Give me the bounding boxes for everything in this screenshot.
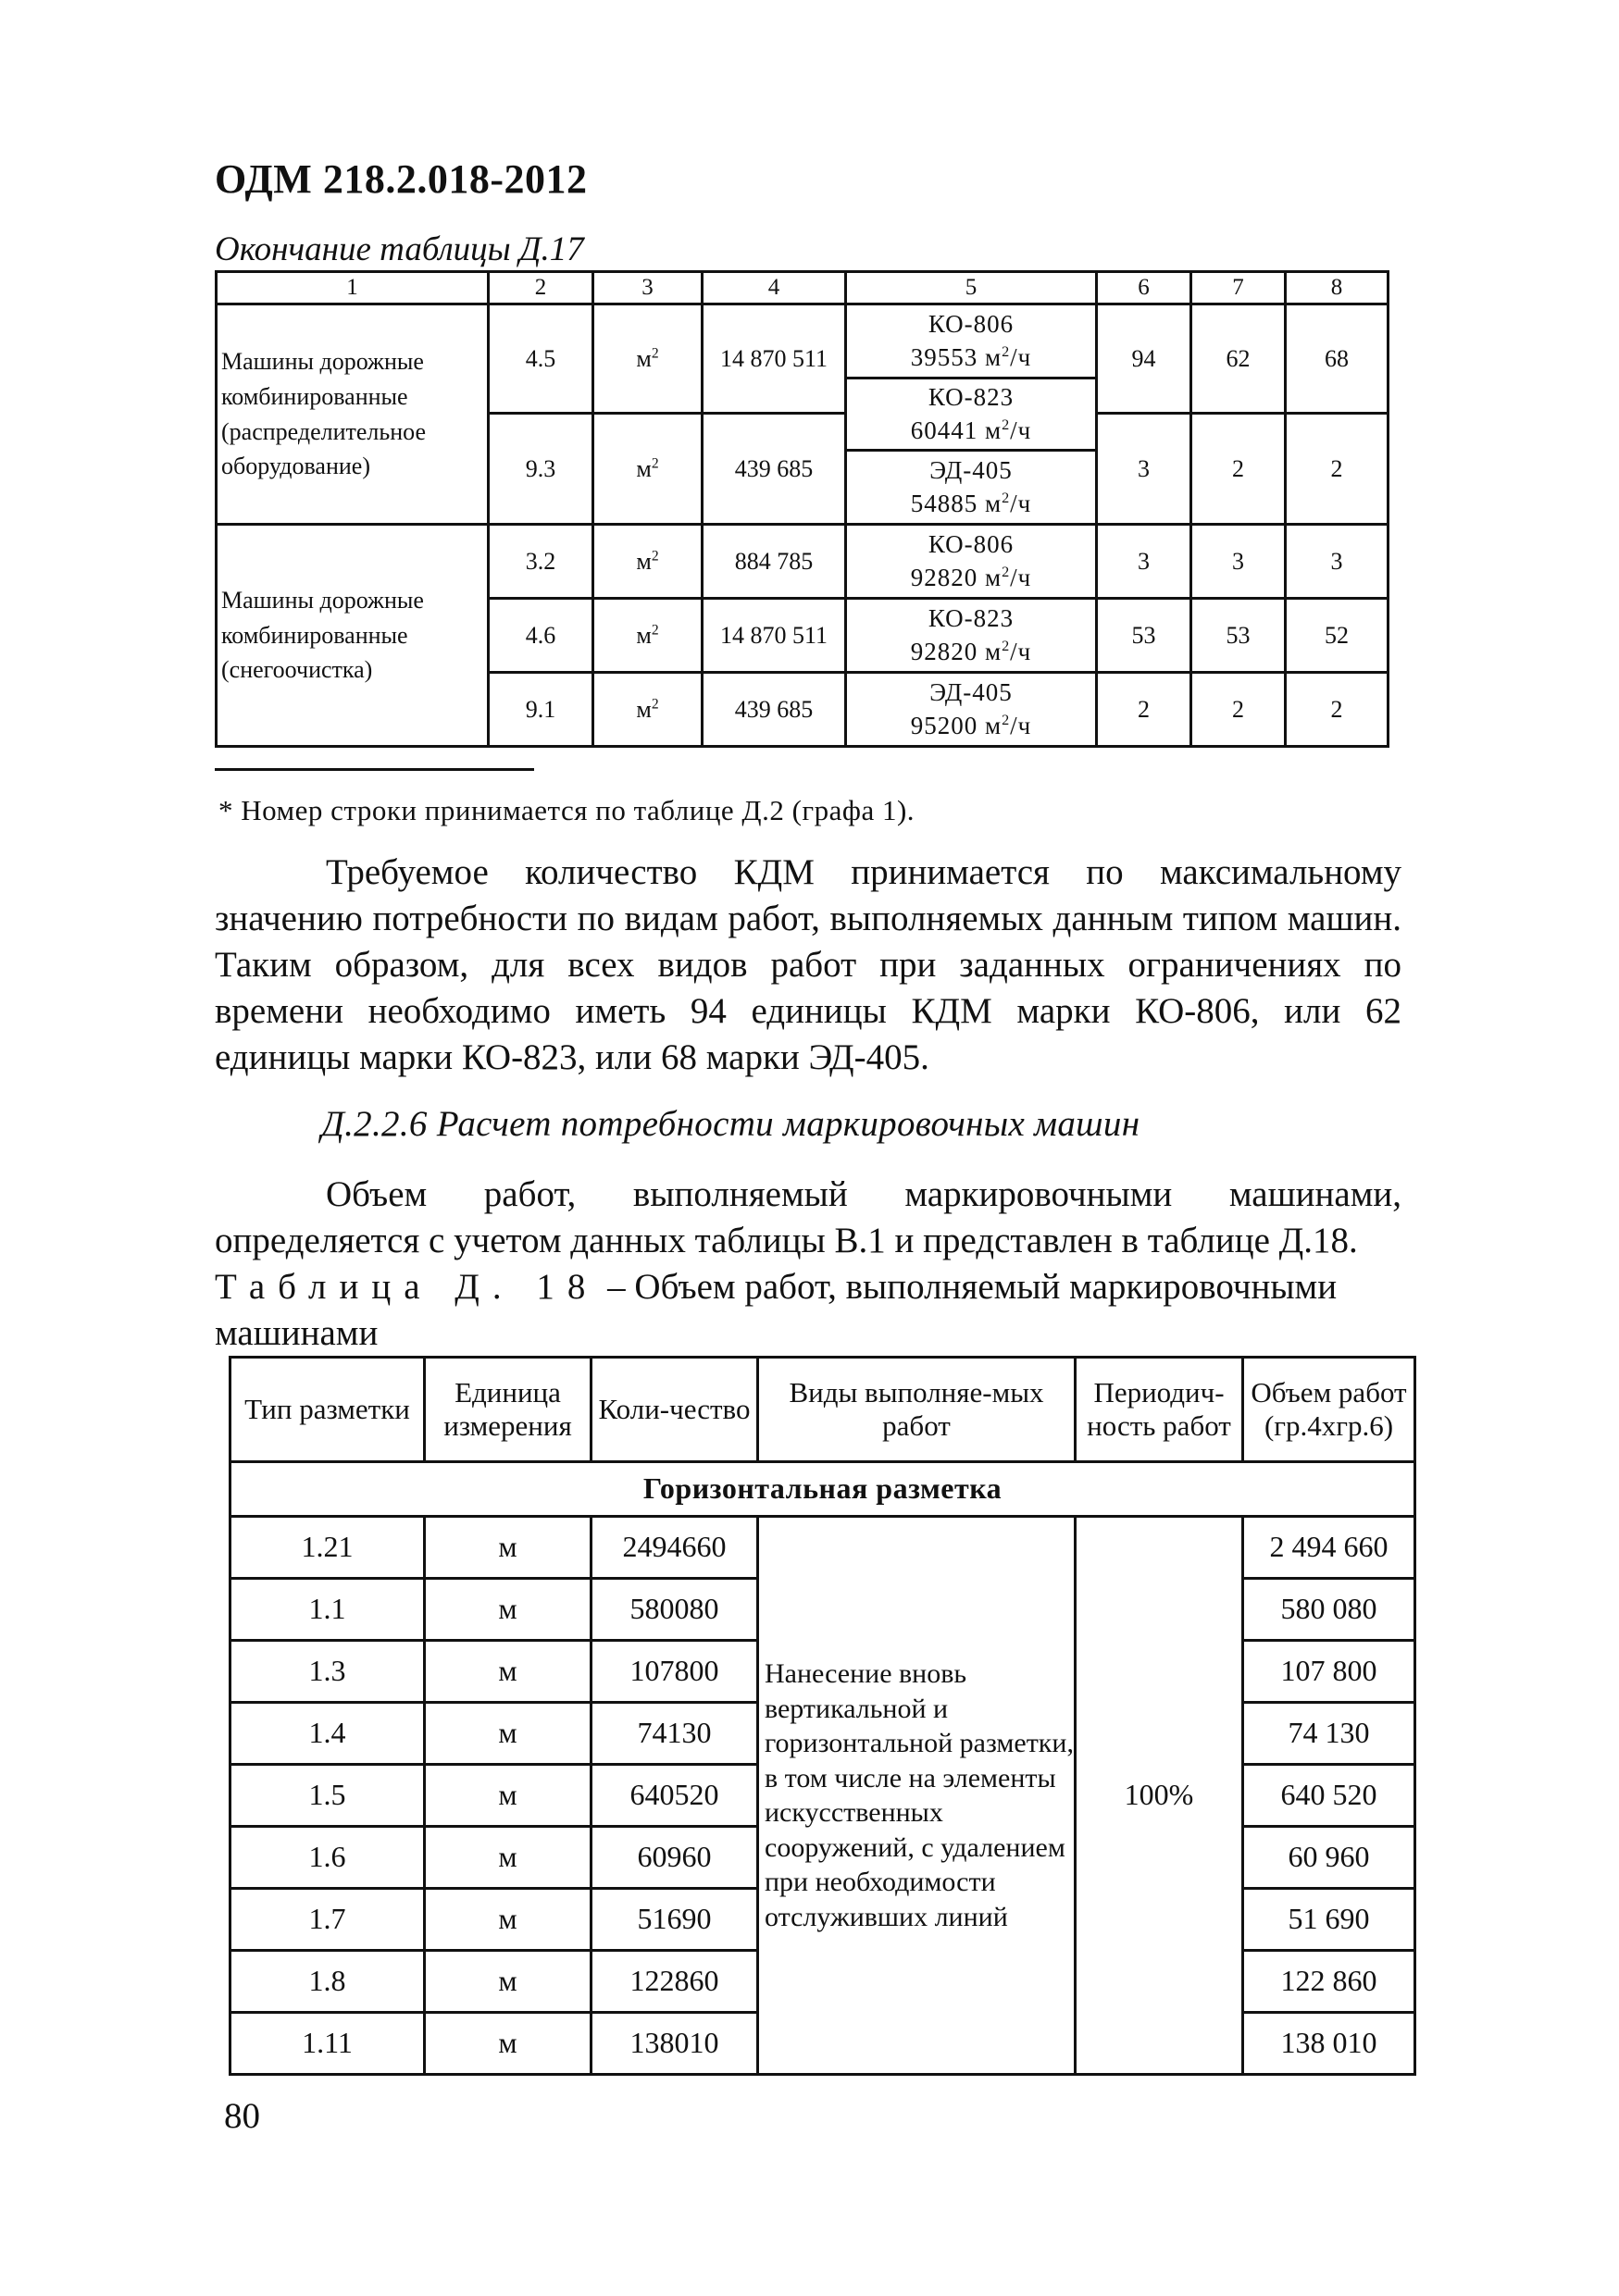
unit: $м^2$ xyxy=(593,525,703,599)
col8-value: 3 xyxy=(1286,525,1389,599)
group-description: Машины дорожные комбинированные (распределительное оборудование) xyxy=(217,304,489,525)
col7-value: 3 xyxy=(1191,525,1286,599)
col-header: 3 xyxy=(593,272,703,304)
col8-value: 68 xyxy=(1286,304,1389,414)
col-header: 1 xyxy=(217,272,489,304)
amount: 884 785 xyxy=(703,525,846,599)
table-17-caption: Окончание таблицы Д.17 xyxy=(215,230,584,268)
table-row xyxy=(217,525,1389,599)
quantity: 51690 xyxy=(592,1889,758,1951)
col-header-quantity: Коли-чество xyxy=(592,1358,758,1462)
table-d17 xyxy=(215,270,1389,748)
marking-type: 1.11 xyxy=(230,2013,425,2075)
marking-type: 1.7 xyxy=(230,1889,425,1951)
col-header-periodicity: Периодич-ность работ xyxy=(1076,1358,1243,1462)
marking-type: 1.21 xyxy=(230,1517,425,1579)
col8-value: 2 xyxy=(1286,414,1389,525)
machine-cell: ЭД-405 54885 $м^2/ч$ xyxy=(846,451,1097,525)
machine-cell: КО-823 60441 $м^2/ч$ xyxy=(846,379,1097,451)
col8-value: 52 xyxy=(1286,599,1389,673)
group-row xyxy=(230,1462,1415,1517)
marking-type: 1.4 xyxy=(230,1703,425,1765)
col-header: 7 xyxy=(1191,272,1286,304)
col6-value: 3 xyxy=(1097,414,1191,525)
marking-type: 1.3 xyxy=(230,1641,425,1703)
col7-value: 2 xyxy=(1191,414,1286,525)
volume: 138 010 xyxy=(1243,2013,1415,2075)
row-number: 9.3 xyxy=(489,414,593,525)
unit: м xyxy=(425,1703,592,1765)
table-18-caption: Таблица Д. 18 – Объем работ, выполняемый маркировочными машинами xyxy=(215,1267,1338,1353)
col6-value: 94 xyxy=(1097,304,1191,414)
col6-value: 3 xyxy=(1097,525,1191,599)
quantity: 2494660 xyxy=(592,1517,758,1579)
unit: м xyxy=(425,1517,592,1579)
volume: 74 130 xyxy=(1243,1703,1415,1765)
amount: 439 685 xyxy=(703,673,846,747)
row-number: 3.2 xyxy=(489,525,593,599)
unit: м xyxy=(425,1641,592,1703)
amount: 14 870 511 xyxy=(703,599,846,673)
quantity: 74130 xyxy=(592,1703,758,1765)
volume: 107 800 xyxy=(1243,1641,1415,1703)
col-header-unit: Единица измерения xyxy=(425,1358,592,1462)
row-number: 9.1 xyxy=(489,673,593,747)
table-row xyxy=(230,1517,1415,1579)
section-heading: Д.2.2.6 Расчет потребности маркировочных машин xyxy=(321,1104,1140,1144)
machine-cell: КО-806 39553 $м^2/ч$ xyxy=(846,304,1097,379)
machine-cell: КО-806 92820 $м^2/ч$ xyxy=(846,525,1097,599)
unit: м xyxy=(425,1889,592,1951)
col-header: 8 xyxy=(1286,272,1389,304)
footnote-divider xyxy=(215,768,534,771)
table-header-row xyxy=(217,272,1389,304)
table-header-row xyxy=(230,1358,1415,1462)
unit: м xyxy=(425,1827,592,1889)
work-type: Нанесение вновь вертикальной и горизонтальной разметки, в том числе на элементы искусственных сооружений, с удалением при необходимости отслуживших линий xyxy=(758,1517,1076,2075)
document-code: ОДМ 218.2.018-2012 xyxy=(215,156,588,202)
periodicity: 100% xyxy=(1076,1517,1243,2075)
col7-value: 2 xyxy=(1191,673,1286,747)
col-header: 5 xyxy=(846,272,1097,304)
machine-cell: ЭД-405 95200 $м^2/ч$ xyxy=(846,673,1097,747)
col7-value: 62 xyxy=(1191,304,1286,414)
group-description: Машины дорожные комбинированные (снегоочистка) xyxy=(217,525,489,747)
volume: 580 080 xyxy=(1243,1579,1415,1641)
quantity: 640520 xyxy=(592,1765,758,1827)
unit: $м^2$ xyxy=(593,599,703,673)
quantity: 107800 xyxy=(592,1641,758,1703)
row-number: 4.6 xyxy=(489,599,593,673)
col-header-type: Тип разметки xyxy=(230,1358,425,1462)
col6-value: 2 xyxy=(1097,673,1191,747)
marking-type: 1.5 xyxy=(230,1765,425,1827)
row-number: 4.5 xyxy=(489,304,593,414)
footnote: * Номер строки принимается по таблице Д.2 (графа 1). xyxy=(218,794,915,826)
col6-value: 53 xyxy=(1097,599,1191,673)
quantity: 122860 xyxy=(592,1951,758,2013)
volume: 122 860 xyxy=(1243,1951,1415,2013)
amount: 14 870 511 xyxy=(703,304,846,414)
unit: м xyxy=(425,1765,592,1827)
col-header-volume: Объем работ (гр.4хгр.6) xyxy=(1243,1358,1415,1462)
volume: 2 494 660 xyxy=(1243,1517,1415,1579)
quantity: 580080 xyxy=(592,1579,758,1641)
table-d18 xyxy=(229,1356,1416,2076)
marking-type: 1.6 xyxy=(230,1827,425,1889)
machine-cell: КО-823 92820 $м^2/ч$ xyxy=(846,599,1097,673)
table-row xyxy=(217,304,1389,379)
col-header: 6 xyxy=(1097,272,1191,304)
col-header-work-type: Виды выполняе-мых работ xyxy=(758,1358,1076,1462)
paragraph-kdm-requirement: Требуемое количество КДМ принимается по максимальному значению потребности по видам работ, выполняемых данным типом машин. Таким образом, для всех видов работ при заданных ограничениях по времени необходимо иметь 94 единицы КДМ марки КО-806, или 62 единицы марки КО-823, или 68 марки ЭД-405. xyxy=(215,852,1401,1077)
unit: $м^2$ xyxy=(593,304,703,414)
amount: 439 685 xyxy=(703,414,846,525)
unit: м xyxy=(425,2013,592,2075)
unit: $м^2$ xyxy=(593,414,703,525)
page-number: 80 xyxy=(224,2096,260,2136)
unit: м xyxy=(425,1951,592,2013)
marking-type: 1.1 xyxy=(230,1579,425,1641)
col-header: 2 xyxy=(489,272,593,304)
volume: 51 690 xyxy=(1243,1889,1415,1951)
volume: 640 520 xyxy=(1243,1765,1415,1827)
col-header: 4 xyxy=(703,272,846,304)
quantity: 60960 xyxy=(592,1827,758,1889)
col7-value: 53 xyxy=(1191,599,1286,673)
marking-type: 1.8 xyxy=(230,1951,425,2013)
unit: $м^2$ xyxy=(593,673,703,747)
col8-value: 2 xyxy=(1286,673,1389,747)
quantity: 138010 xyxy=(592,2013,758,2075)
unit: м xyxy=(425,1579,592,1641)
paragraph-marking-volume: Объем работ, выполняемый маркировочными машинами, определяется с учетом данных таблицы В.1 и представлен в таблице Д.18. xyxy=(215,1174,1401,1260)
group-title: Горизонтальная разметка xyxy=(230,1462,1415,1517)
volume: 60 960 xyxy=(1243,1827,1415,1889)
